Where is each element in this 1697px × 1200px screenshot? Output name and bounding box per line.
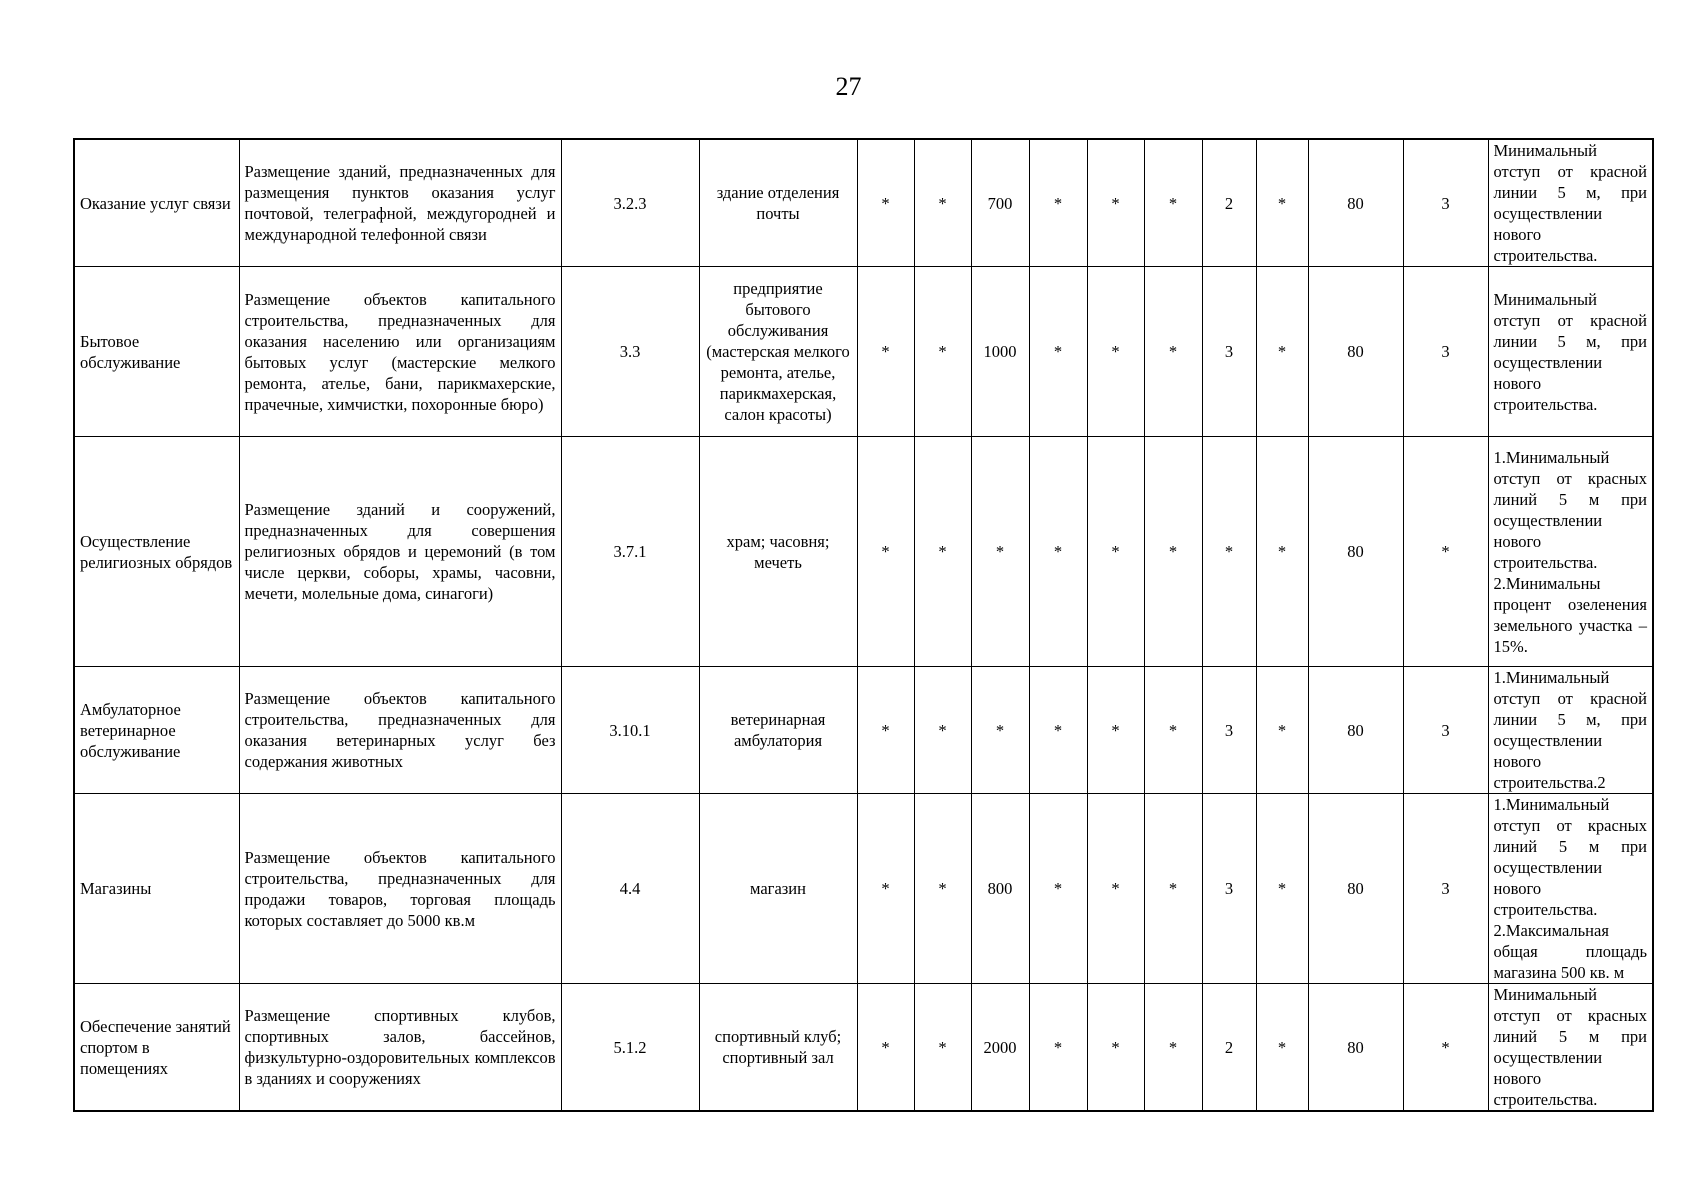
page-number: 27 <box>835 72 862 101</box>
table-row <box>74 794 1653 984</box>
parameter-value-cell: * <box>857 984 914 1112</box>
notes-cell <box>1488 984 1653 1112</box>
land-use-description-cell: Размещение объектов капитального строительства, предназначенных для оказания населению или организациям бытовых услуг (мастерские мелкого ремонта, ателье, бани, парикмахерские, прачечные, химчистки, похоронные бюро) <box>239 267 561 437</box>
land-use-code-cell: 4.4 <box>561 794 699 984</box>
land-use-code-cell: 3.7.1 <box>561 437 699 667</box>
note-line: 1.Минимальный отступ от красных линий 5 м при осуществлении нового строительства. <box>1493 447 1647 572</box>
note-line: 2.Максимальная общая площадь магазина 500 кв. м <box>1493 921 1647 982</box>
parameter-value-cell: 80 <box>1308 984 1403 1112</box>
parameter-value-cell: * <box>1087 267 1144 437</box>
capital-object-cell: здание отделения почты <box>699 139 857 267</box>
parameter-value-cell: * <box>857 437 914 667</box>
parameter-value-cell: * <box>857 667 914 794</box>
notes-cell <box>1488 139 1653 267</box>
land-use-name-cell: Обеспечение занятий спортом в помещениях <box>74 984 239 1112</box>
parameter-value-cell: * <box>1144 794 1202 984</box>
notes-cell <box>1488 667 1653 794</box>
capital-object-cell: предприятие бытового обслуживания (мастерская мелкого ремонта, ателье, парикмахерская, салон красоты) <box>699 267 857 437</box>
parameter-value-cell: * <box>1144 667 1202 794</box>
parameter-value-cell: * <box>1256 267 1308 437</box>
table-row <box>74 667 1653 794</box>
capital-object-cell: спортивный клуб; спортивный зал <box>699 984 857 1112</box>
parameter-value-cell: 3 <box>1403 139 1488 267</box>
parameter-value-cell: * <box>1144 437 1202 667</box>
parameter-value-cell: 3 <box>1202 794 1256 984</box>
notes-cell <box>1488 267 1653 437</box>
note-line: Минимальный отступ от красной линии 5 м, при осуществлении нового строительства. <box>1493 289 1647 414</box>
note-line: Минимальный отступ от красных линий 5 м при осуществлении нового строительства. <box>1493 985 1647 1109</box>
parameter-value-cell: 80 <box>1308 437 1403 667</box>
parameter-value-cell: * <box>1403 984 1488 1112</box>
parameter-value-cell: * <box>914 984 971 1112</box>
table-row <box>74 267 1653 437</box>
land-use-name-cell: Осуществление религиозных обрядов <box>74 437 239 667</box>
parameter-value-cell: 80 <box>1308 139 1403 267</box>
parameter-value-cell: * <box>1256 139 1308 267</box>
parameter-value-cell: * <box>1144 984 1202 1112</box>
land-use-code-cell: 3.10.1 <box>561 667 699 794</box>
parameter-value-cell: 80 <box>1308 667 1403 794</box>
land-use-description-cell: Размещение объектов капитального строительства, предназначенных для продажи товаров, торговая площадь которых составляет до 5000 кв.м <box>239 794 561 984</box>
land-use-code-cell: 5.1.2 <box>561 984 699 1112</box>
parameter-value-cell: * <box>1087 667 1144 794</box>
notes-cell <box>1488 794 1653 984</box>
capital-object-cell: храм; часовня; мечеть <box>699 437 857 667</box>
parameter-value-cell: * <box>1256 437 1308 667</box>
parameter-value-cell: 3 <box>1202 667 1256 794</box>
parameter-value-cell: * <box>914 267 971 437</box>
land-use-name-cell: Амбулаторное ветеринарное обслуживание <box>74 667 239 794</box>
parameter-value-cell: * <box>1144 139 1202 267</box>
parameter-value-cell: * <box>1087 794 1144 984</box>
parameter-value-cell: * <box>971 437 1029 667</box>
parameter-value-cell: 700 <box>971 139 1029 267</box>
parameter-value-cell: * <box>1029 437 1087 667</box>
parameter-value-cell: * <box>914 139 971 267</box>
parameter-value-cell: * <box>971 667 1029 794</box>
land-use-name-cell: Оказание услуг связи <box>74 139 239 267</box>
note-line: 2.Минимальны процент озеленения земельного участка – 15%. <box>1493 573 1647 656</box>
parameter-value-cell: 3 <box>1403 667 1488 794</box>
capital-object-cell: магазин <box>699 794 857 984</box>
table-row <box>74 437 1653 667</box>
parameter-value-cell: 2 <box>1202 984 1256 1112</box>
parameter-value-cell: * <box>914 437 971 667</box>
notes-cell <box>1488 437 1653 667</box>
capital-object-cell: ветеринарная амбулатория <box>699 667 857 794</box>
land-use-name-cell: Магазины <box>74 794 239 984</box>
parameter-value-cell: 1000 <box>971 267 1029 437</box>
parameter-value-cell: 3 <box>1403 267 1488 437</box>
parameter-value-cell: 80 <box>1308 794 1403 984</box>
table-row <box>74 984 1653 1112</box>
parameter-value-cell: 2 <box>1202 139 1256 267</box>
parameter-value-cell: * <box>1087 437 1144 667</box>
parameter-value-cell: * <box>1087 139 1144 267</box>
parameter-value-cell: 3 <box>1403 794 1488 984</box>
parameter-value-cell: * <box>1029 139 1087 267</box>
parameter-value-cell: * <box>1403 437 1488 667</box>
table-body <box>74 139 1653 1111</box>
parameter-value-cell: * <box>1256 667 1308 794</box>
parameter-value-cell: 80 <box>1308 267 1403 437</box>
parameter-value-cell: 2000 <box>971 984 1029 1112</box>
parameter-value-cell: * <box>914 667 971 794</box>
land-use-description-cell: Размещение объектов капитального строительства, предназначенных для оказания ветеринарных услуг без содержания животных <box>239 667 561 794</box>
table-row <box>74 139 1653 267</box>
parameter-value-cell: * <box>1202 437 1256 667</box>
parameter-value-cell: 800 <box>971 794 1029 984</box>
land-use-code-cell: 3.3 <box>561 267 699 437</box>
parameter-value-cell: * <box>1029 667 1087 794</box>
parameter-value-cell: * <box>1256 794 1308 984</box>
land-use-description-cell: Размещение зданий и сооружений, предназначенных для совершения религиозных обрядов и церемоний (в том числе церкви, соборы, храмы, часовни, мечети, молельные дома, синагоги) <box>239 437 561 667</box>
note-line: 1.Минимальный отступ от красной линии 5 м, при осуществлении нового строительства.2 <box>1493 668 1647 792</box>
parameter-value-cell: * <box>857 267 914 437</box>
land-use-regulations-table <box>73 138 1654 1112</box>
parameter-value-cell: * <box>1029 267 1087 437</box>
parameter-value-cell: * <box>857 139 914 267</box>
land-use-description-cell: Размещение спортивных клубов, спортивных залов, бассейнов, физкультурно-оздоровительных комплексов в зданиях и сооружениях <box>239 984 561 1112</box>
parameter-value-cell: * <box>1029 794 1087 984</box>
note-line: Минимальный отступ от красной линии 5 м, при осуществлении нового строительства. <box>1493 141 1647 265</box>
parameter-value-cell: * <box>1144 267 1202 437</box>
note-line: 1.Минимальный отступ от красных линий 5 м при осуществлении нового строительства. <box>1493 795 1647 919</box>
land-use-code-cell: 3.2.3 <box>561 139 699 267</box>
land-use-name-cell: Бытовое обслуживание <box>74 267 239 437</box>
parameter-value-cell: * <box>857 794 914 984</box>
parameter-value-cell: 3 <box>1202 267 1256 437</box>
land-use-description-cell: Размещение зданий, предназначенных для размещения пунктов оказания услуг почтовой, телеграфной, междугородней и международной телефонной связи <box>239 139 561 267</box>
parameter-value-cell: * <box>1087 984 1144 1112</box>
parameter-value-cell: * <box>1029 984 1087 1112</box>
parameter-value-cell: * <box>914 794 971 984</box>
parameter-value-cell: * <box>1256 984 1308 1112</box>
